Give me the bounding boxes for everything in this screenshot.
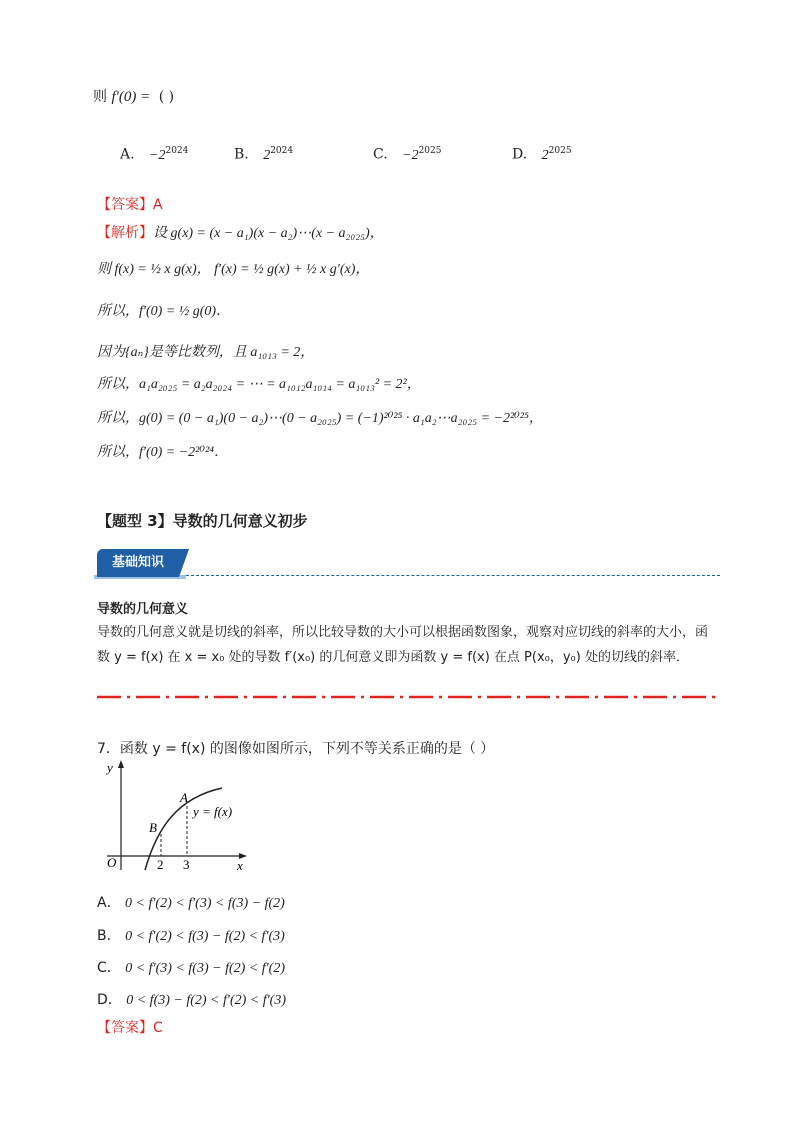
- analysis-line-5: 所以，a₁a₂₀₂₅ = a₂a₂₀₂₄ = ⋯ = a₁₀₁₂a₁₀₁₄ = a₁₀₁₃² = 2²，: [97, 377, 421, 392]
- curve-label: y = f(x): [193, 804, 233, 819]
- option-b: B. $2^{2024}$: [234, 146, 294, 163]
- option-a: A. $-2^{2024}$: [120, 146, 189, 163]
- section-title: 【题型 3】导数的几何意义初步: [97, 512, 308, 530]
- point-b-label: B: [149, 820, 157, 835]
- x-label: x: [237, 858, 243, 873]
- analysis-line-4: 因为{aₙ}是等比数列，且 a₁₀₁₃ = 2，: [97, 345, 315, 360]
- analysis-tag: 【解析】: [97, 225, 153, 241]
- question-tail: [93, 86, 174, 106]
- answer-q6: 【答案】A: [97, 197, 163, 213]
- q7-option-d: D． 0 < f(3) − f(2) < f′(2) < f′(3): [97, 992, 287, 1008]
- y-label: y: [107, 760, 113, 775]
- analysis-line-3: 所以，f′(0) = ½ g(0)．: [97, 304, 231, 319]
- kb-paragraph: 导数的几何意义就是切线的斜率，所以比较导数的大小可以根据函数图象，观察对应切线的斜率的大小，函数 y = f(x) 在 x = x₀ 处的导数 f′(x₀) 的几何意义即为函数 y = f(x) 在点 P(x₀，y₀) 处的切线的斜率．: [97, 625, 709, 665]
- tick-3-label: 3: [183, 857, 190, 872]
- analysis-line-1: 【解析】设 g(x) = (x − a₁)(x − a₂)⋯(x − a₂₀₂₅)，: [97, 225, 384, 241]
- red-dash-dot-rule: [97, 694, 720, 700]
- analysis-line-7: 所以，f′(0) = −2²⁰²⁴．: [97, 445, 229, 460]
- q7-option-a: A． 0 < f′(2) < f′(3) < f(3) − f(2): [97, 895, 285, 911]
- option-c: C. $-2^{2025}$: [373, 146, 442, 163]
- q7-option-c: C． 0 < f′(3) < f(3) − f(2) < f′(2): [97, 960, 286, 976]
- prefix-text: 则: [93, 89, 107, 105]
- kb-dashed-rule: [186, 575, 720, 576]
- analysis-line-6: 所以，g(0) = (0 − a₁)(0 − a₂)⋯(0 − a₂₀₂₅) = (−1)²⁰²⁵ · a₁a₂⋯a₂₀₂₅ = −2²⁰²⁵，: [97, 411, 543, 426]
- question-7-stem: 7．函数 y = f(x) 的图像如图所示，下列不等关系正确的是（ ）: [97, 741, 495, 757]
- option-d: D. $2^{2025}$: [512, 146, 572, 163]
- answer-blank: ( ): [158, 89, 175, 105]
- y-axis-arrow: [118, 760, 124, 768]
- tick-2-label: 2: [157, 857, 164, 872]
- analysis-line-2: 则 f(x) = ½ x g(x)， f′(x) = ½ g(x) + ½ x g′(x)，: [97, 262, 370, 277]
- kb-tab: 基础知识: [97, 549, 179, 577]
- fprime-zero-expr: f′(0) =: [111, 89, 151, 105]
- point-a-label: A: [180, 790, 188, 805]
- origin-label: O: [107, 855, 117, 870]
- kb-heading: 导数的几何意义: [97, 602, 189, 617]
- answer-q7: 【答案】C: [97, 1020, 163, 1036]
- function-graph: [97, 758, 267, 873]
- q7-option-b: B． 0 < f′(2) < f(3) − f(2) < f′(3): [97, 928, 285, 944]
